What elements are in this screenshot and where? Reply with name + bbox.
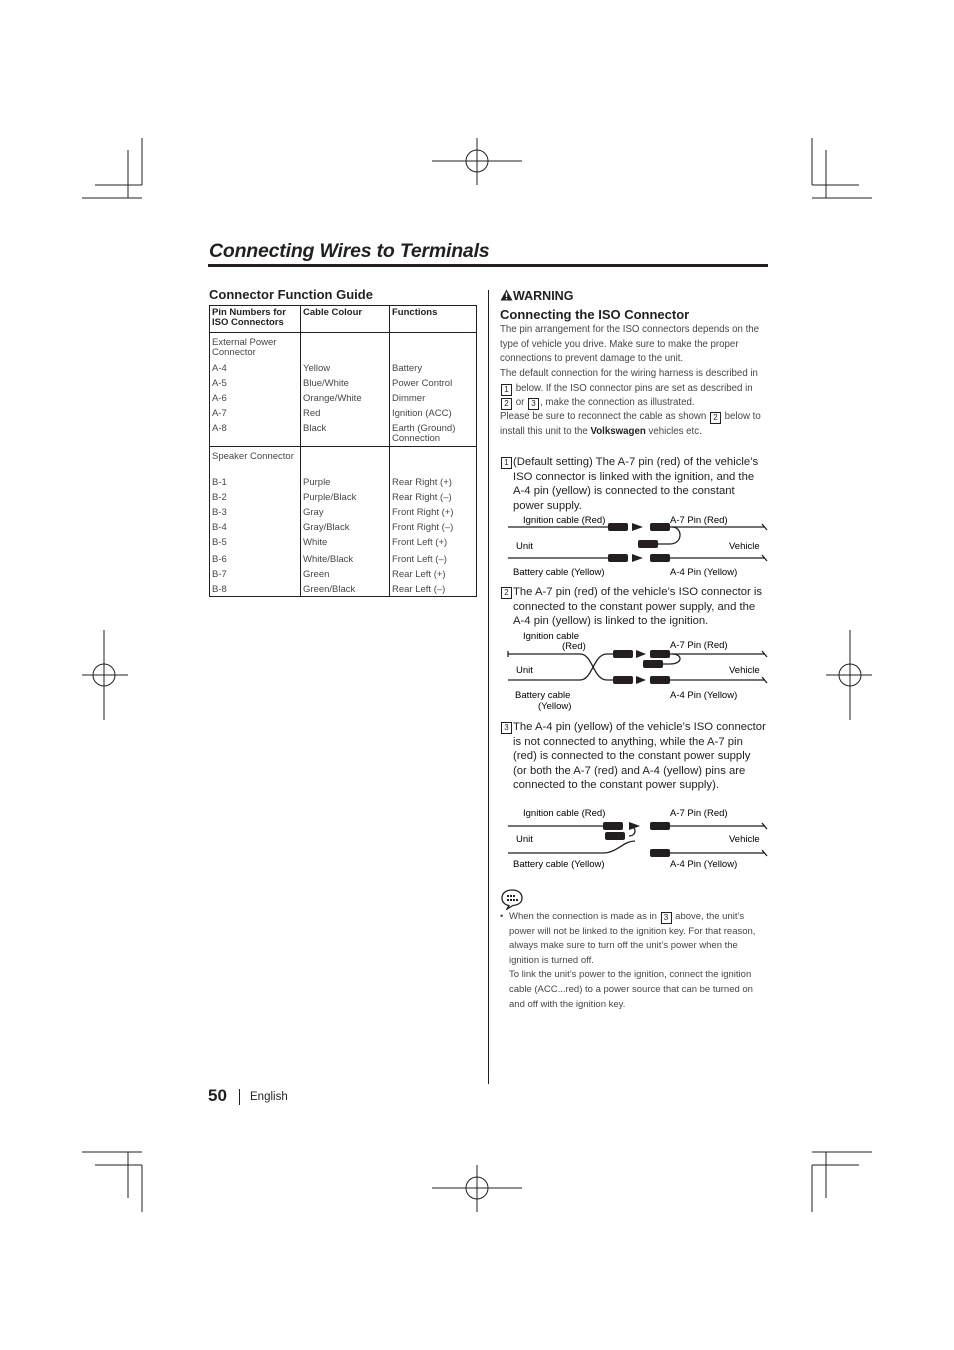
column-header-pin: Pin Numbers for ISO Connectors xyxy=(210,306,301,333)
pin-cell: B-2 xyxy=(210,489,301,504)
step-text: (Default setting) The A-7 pin (red) of the vehicle’s ISO connector is linked with the ignition, and the A-4 pin (yellow) is connected to the constant power supply. xyxy=(513,456,759,512)
page-number: 50 xyxy=(208,1086,227,1105)
function-cell: Dimmer xyxy=(390,390,477,405)
pin-cell: B-6 xyxy=(210,549,301,566)
connector-function-table xyxy=(209,305,477,597)
pin-cell: A-5 xyxy=(210,375,301,390)
note-paragraph-1: When the connection is made as in 3 above, the unit’s power will not be linked to the ignition key. For that reason, always make sure to turn off the unit’s power when the ignition is turned off. xyxy=(509,911,756,966)
function-cell: Front Right (–) xyxy=(390,519,477,534)
ref-box: 2 xyxy=(501,398,512,410)
step-3 xyxy=(500,720,766,793)
warning-paragraph-2: The default connection for the wiring harness is described in 1 below. If the ISO connector pins are set as described in 2 or 3 , make the connection as illustrated. xyxy=(500,368,758,408)
function-cell: Front Right (+) xyxy=(390,504,477,519)
bullet: • xyxy=(500,911,504,922)
pin-cell: B-5 xyxy=(210,534,301,549)
a4-pin-label: A-4 Pin (Yellow) xyxy=(670,859,738,870)
warning-paragraph-1: The pin arrangement for the ISO connectors depends on the type of vehicle you drive. Make sure to make the proper connections to prevent damage to the unit. xyxy=(500,324,760,364)
function-cell: Rear Left (+) xyxy=(390,566,477,581)
vehicle-label: Vehicle xyxy=(729,834,760,845)
colour-cell: Purple/Black xyxy=(301,489,390,504)
colour-cell: White/Black xyxy=(301,549,390,566)
ignition-cable-label: Ignition cable (Red) xyxy=(523,515,606,526)
pin-cell: B-4 xyxy=(210,519,301,534)
pin-cell: B-8 xyxy=(210,581,301,597)
colour-cell: Yellow xyxy=(301,363,390,375)
vehicle-label: Vehicle xyxy=(729,665,760,676)
wiring-diagram-1 xyxy=(505,512,771,580)
colour-cell: Gray xyxy=(301,504,390,519)
step-1 xyxy=(500,455,766,513)
language-label: English xyxy=(250,1091,288,1103)
colour-cell: Green/Black xyxy=(301,581,390,597)
function-cell: Rear Right (+) xyxy=(390,477,477,489)
pin-cell: B-1 xyxy=(210,477,301,489)
colour-cell: Green xyxy=(301,566,390,581)
table-header-row xyxy=(210,306,477,333)
function-cell: Ignition (ACC) xyxy=(390,405,477,420)
table-row xyxy=(210,566,477,581)
function-cell: Rear Left (–) xyxy=(390,581,477,597)
function-cell: Front Left (+) xyxy=(390,534,477,549)
vehicle-label: Vehicle xyxy=(729,541,760,552)
step-text: The A-4 pin (yellow) of the vehicle’s ISO connector is not connected to anything, while the A-7 pin (red) is connected to the constant power supply (or both the A-7 (red) and A-4 (yellow) pins are connected to the constant power supply). xyxy=(513,721,766,791)
group-row xyxy=(210,333,477,364)
wiring-diagram-2 xyxy=(505,628,771,714)
note-icon xyxy=(500,888,524,910)
function-cell: Power Control xyxy=(390,375,477,390)
a4-pin-label: A-4 Pin (Yellow) xyxy=(670,567,738,578)
ref-box: 3 xyxy=(528,398,539,410)
table-row xyxy=(210,581,477,597)
a7-pin-label: A-7 Pin (Red) xyxy=(670,515,728,526)
colour-cell: White xyxy=(301,534,390,549)
colour-cell: Orange/White xyxy=(301,390,390,405)
page-title: Connecting Wires to Terminals xyxy=(209,240,490,262)
colour-cell: Blue/White xyxy=(301,375,390,390)
battery-cable-label: Battery cable (Yellow) xyxy=(513,859,605,870)
table-row xyxy=(210,549,477,566)
pin-cell: B-3 xyxy=(210,504,301,519)
step-2 xyxy=(500,585,766,629)
function-cell: Front Left (–) xyxy=(390,549,477,566)
brand-name: Volkswagen xyxy=(590,425,646,437)
group-name: Speaker Connector xyxy=(210,447,301,478)
table-row xyxy=(210,519,477,534)
battery-cable-colour-label: (Yellow) xyxy=(538,701,572,712)
step-text: The A-7 pin (red) of the vehicle’s ISO connector is connected to the constant power supply, and the A-4 pin (yellow) is linked to the ignition. xyxy=(513,586,763,627)
warning-icon xyxy=(500,289,513,301)
table-row xyxy=(210,405,477,420)
colour-cell: Black xyxy=(301,420,390,447)
wiring-diagram-3 xyxy=(505,805,771,873)
ignition-cable-colour-label: (Red) xyxy=(562,641,586,652)
unit-label: Unit xyxy=(516,834,533,845)
warning-label xyxy=(500,289,573,303)
group-row xyxy=(210,447,477,478)
ignition-cable-label: Ignition cable (Red) xyxy=(523,808,606,819)
colour-cell: Purple xyxy=(301,477,390,489)
a7-pin-label: A-7 Pin (Red) xyxy=(670,640,728,651)
table-row xyxy=(210,363,477,375)
table-row xyxy=(210,390,477,405)
colour-cell: Red xyxy=(301,405,390,420)
title-rule xyxy=(208,264,768,267)
colour-cell: Gray/Black xyxy=(301,519,390,534)
guide-heading: Connector Function Guide xyxy=(209,287,373,302)
table-row xyxy=(210,504,477,519)
table-row xyxy=(210,534,477,549)
warning-text: WARNING xyxy=(513,289,574,303)
pin-cell: A-4 xyxy=(210,363,301,375)
step-number: 2 xyxy=(501,587,512,599)
function-cell: Battery xyxy=(390,363,477,375)
ignition-cable-label: Ignition cable xyxy=(523,631,579,642)
unit-label: Unit xyxy=(516,541,533,552)
column-header-colour: Cable Colour xyxy=(301,306,390,333)
pin-cell: B-7 xyxy=(210,566,301,581)
function-cell: Rear Right (–) xyxy=(390,489,477,504)
ref-box: 1 xyxy=(501,384,512,396)
battery-cable-label: Battery cable (Yellow) xyxy=(513,567,605,578)
group-name: External Power Connector xyxy=(210,333,301,364)
ref-box: 2 xyxy=(710,412,721,424)
step-number: 3 xyxy=(501,722,512,734)
step-number: 1 xyxy=(501,457,512,469)
iso-heading: Connecting the ISO Connector xyxy=(500,307,690,322)
table-row xyxy=(210,477,477,489)
ref-box: 3 xyxy=(661,912,672,924)
column-header-function: Functions xyxy=(390,306,477,333)
footer-separator xyxy=(239,1089,240,1105)
table-row xyxy=(210,489,477,504)
function-cell: Earth (Ground) Connection xyxy=(390,420,477,447)
table-row xyxy=(210,420,477,447)
unit-label: Unit xyxy=(516,665,533,676)
battery-cable-label: Battery cable xyxy=(515,690,571,701)
column-divider xyxy=(488,290,489,1084)
a4-pin-label: A-4 Pin (Yellow) xyxy=(670,690,738,701)
pin-cell: A-7 xyxy=(210,405,301,420)
pin-cell: A-8 xyxy=(210,420,301,447)
warning-paragraph-3: Please be sure to reconnect the cable as shown 2 below to install this unit to the Volkswagen vehicles etc. xyxy=(500,411,761,437)
a7-pin-label: A-7 Pin (Red) xyxy=(670,808,728,819)
note-paragraph-2: To link the unit’s power to the ignition, connect the ignition cable (ACC...red) to a power source that can be turned on and off with the ignition key. xyxy=(509,969,753,1010)
pin-cell: A-6 xyxy=(210,390,301,405)
table-row xyxy=(210,375,477,390)
note-body xyxy=(500,910,765,1012)
